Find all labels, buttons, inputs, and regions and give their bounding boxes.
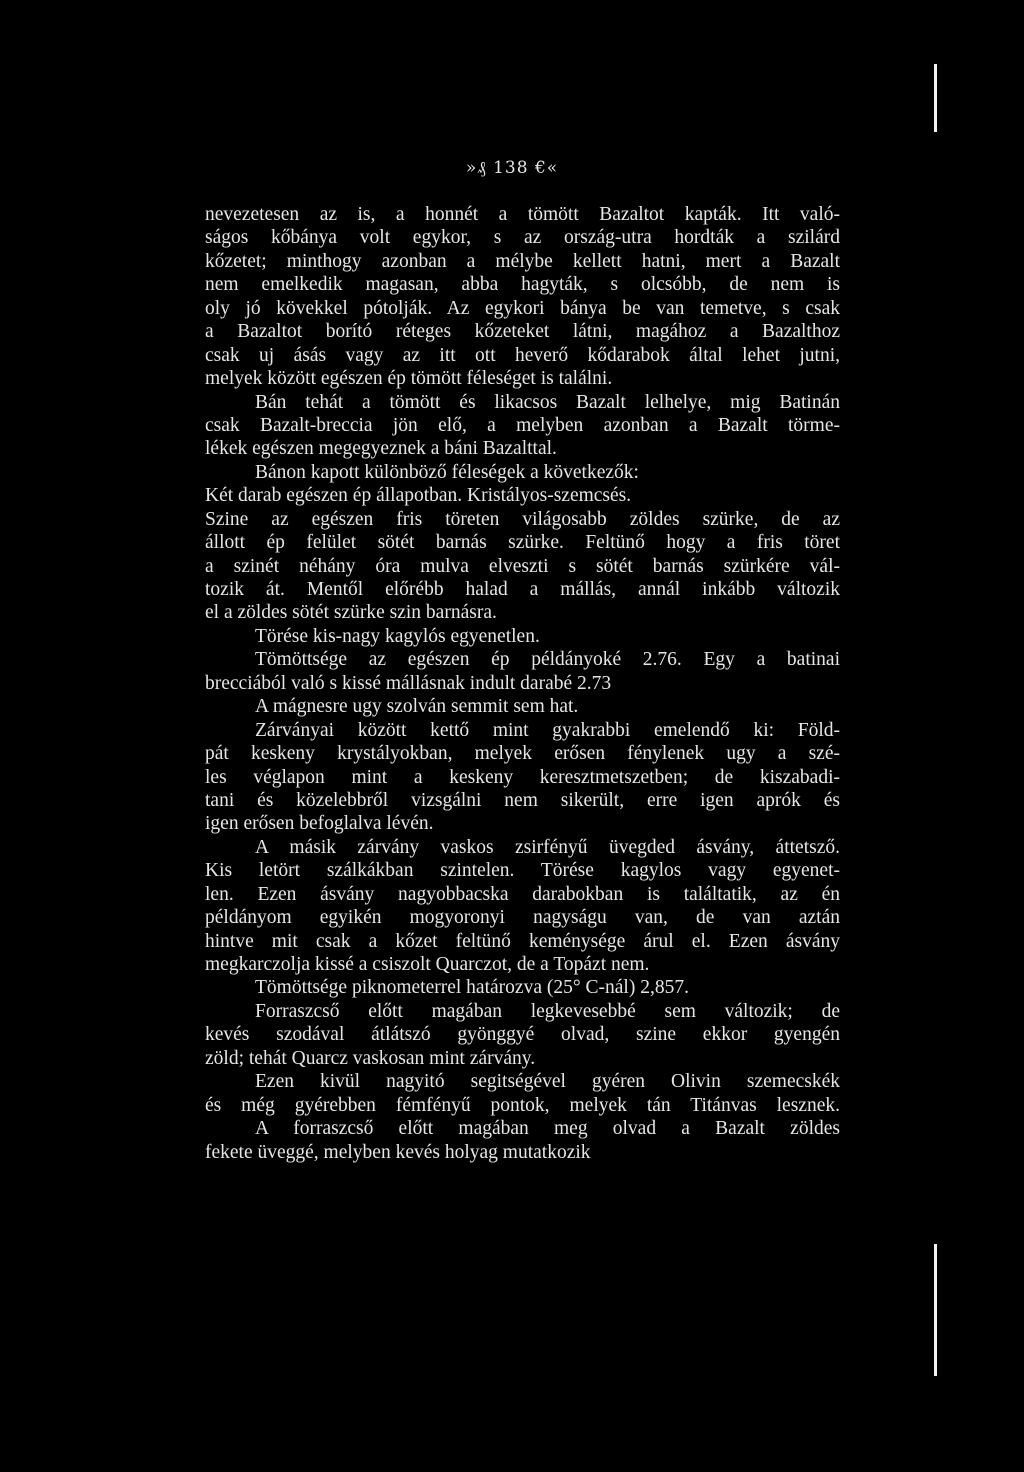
text-line: Tömöttsége piknometerrel határozva (25° C-nál) 2,857. — [255, 977, 689, 999]
text-line: állott ép felület sötét barnás szürke. Feltünő hogy a fris töret — [205, 532, 840, 554]
text-line: Bánon kapott különböző féleségek a következők: — [255, 461, 639, 483]
scan-edge-mark-top — [934, 64, 937, 132]
text-line: kevés szodával átlátszó gyönggyé olvad, szine ekkor gyengén — [205, 1024, 840, 1046]
text-line: zöld; tehát Quarcz vaskosan mint zárvány. — [205, 1047, 536, 1069]
text-line: megkarczolja kissé a csiszolt Quarczot, de a Topázt nem. — [205, 954, 650, 975]
page-number: »₰ 138 €« — [465, 158, 559, 178]
text-line: oly jó kövekkel pótolják. Az egykori bánya be van temetve, s csak — [205, 297, 840, 319]
text-line: Forraszcső előtt magában legkevesebbé sem változik; de — [255, 1000, 840, 1022]
text-line: fekete üveggé, melyben kevés holyag mutatkozik — [205, 1141, 591, 1163]
text-line: ságos kőbánya volt egykor, s az ország-utra hordták a szilárd — [205, 227, 840, 249]
text-line: kőzetet; minthogy azonban a mélybe kellett hatni, mert a Bazalt — [205, 250, 840, 272]
text-line: tozik át. Mentől előrébb halad a mállás, annál inkább változik — [205, 579, 840, 600]
text-line: lékek egészen megegyeznek a báni Bazalttal. — [205, 438, 557, 460]
scan-edge-mark-bottom — [934, 1244, 937, 1376]
text-line: és még gyérebben fémfényű pontok, melyek tán Titánvas lesznek. — [205, 1094, 840, 1116]
text-line: A forraszcső előtt magában meg olvad a Bazalt zöldes — [255, 1118, 840, 1140]
text-line: Kis letört szálkákban szintelen. Törése kagylos vagy egyenet- — [205, 860, 840, 882]
text-line: igen erősen befoglalva lévén. — [205, 813, 434, 835]
text-line: nevezetesen az is, a honnét a tömött Bazaltot kapták. Itt való- — [205, 204, 840, 225]
text-line: Szine az egészen fris töreten világosabb zöldes szürke, de az — [205, 508, 840, 530]
text-line: csak uj ásás vagy az itt ott heverő kődarabok által lehet jutni, — [205, 344, 840, 366]
text-line: les véglapon mint a keskeny keresztmetszetben; de kiszabadi- — [205, 766, 840, 788]
text-line: brecciából való s kissé mállásnak indult darabé 2.73 — [205, 672, 612, 694]
text-line: példányom egyikén mogyoronyi nagyságu van, de van aztán — [205, 907, 840, 929]
text-line: Bán tehát a tömött és likacsos Bazalt lelhelye, mig Batinán — [255, 391, 840, 413]
text-line: melyek között egészen ép tömött féleséget is találni. — [205, 368, 613, 390]
text-line: A mágnesre ugy szolván semmit sem hat. — [255, 696, 579, 718]
text-line: len. Ezen ásvány nagyobbacska darabokban is találtatik, az én — [205, 883, 840, 905]
text-line: nem emelkedik magasan, abba hagyták, s olcsóbb, de nem is — [205, 274, 840, 296]
text-line: Két darab egészen ép állapotban. Kristályos-szemcsés. — [205, 485, 632, 507]
text-line: a szinét néhány óra mulva elveszti s sötét barnás szürkére vál- — [205, 555, 840, 577]
text-line: a Bazaltot borító réteges kőzeteket látni, magához a Bazalthoz — [205, 321, 840, 343]
text-line: tani és közelebbről vizsgálni nem sikerült, erre igen aprók és — [205, 789, 840, 811]
text-line: Tömöttsége az egészen ép példányoké 2.76. Egy a batinai — [255, 649, 840, 671]
text-line: csak Bazalt-breccia jön elő, a melyben azonban a Bazalt törme- — [205, 414, 840, 436]
text-line: el a zöldes sötét szürke szin barnásra. — [205, 602, 497, 624]
text-line: pát keskeny krystályokban, melyek erősen fénylenek ugy a szé- — [205, 743, 840, 765]
text-line: Zárványai között kettő mint gyakrabbi emelendő ki: Föld- — [255, 719, 840, 741]
text-line: Ezen kivül nagyitó segitségével gyéren Olivin szemecskék — [255, 1071, 840, 1093]
body-text — [205, 203, 840, 1164]
text-line: hintve mit csak a kőzet feltünő keménysége árul el. Ezen ásvány — [205, 930, 840, 952]
text-line: A másik zárvány vaskos zsirfényű üvegded ásvány, áttetsző. — [255, 836, 840, 858]
text-line: Törése kis-nagy kagylós egyenetlen. — [255, 625, 540, 647]
